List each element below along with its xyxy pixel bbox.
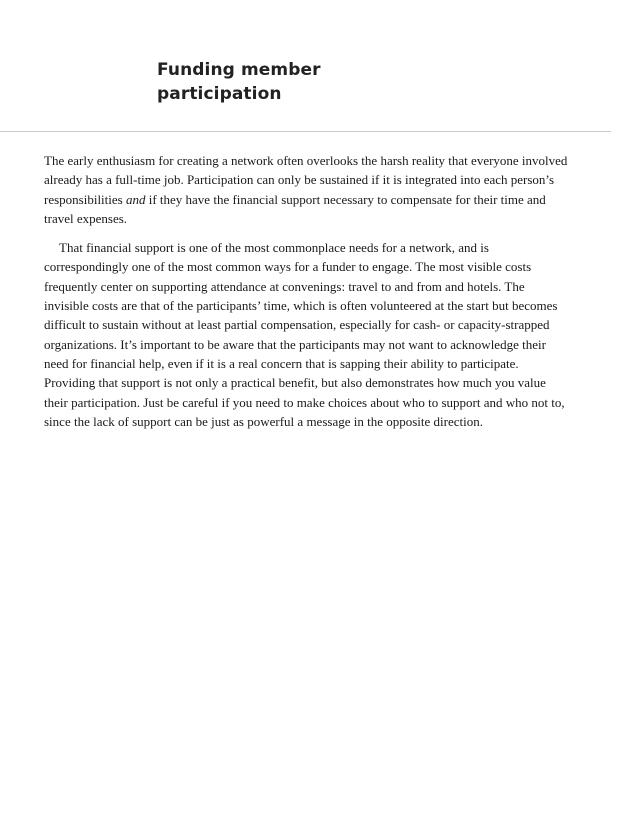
emphasis-text: and — [125, 191, 146, 207]
section-heading — [157, 58, 457, 106]
text-run: responsibilities — [44, 191, 126, 207]
paragraph-2-line: since the lack of support can be just as powerful a message in the opposite direction. — [44, 413, 483, 429]
paragraph-2 — [44, 238, 612, 431]
paragraph-2-line: frequently center on supporting attendance at convenings: travel to and from and hotels. The — [44, 278, 525, 294]
paragraph-2-line: invisible costs are that of the participants’ time, which is often volunteered at the start but becomes — [44, 298, 558, 314]
paragraph-2-line: That financial support is one of the most commonplace needs for a network, and is — [59, 240, 489, 256]
text-run: if they have the financial support necessary to compensate for their time and — [145, 191, 546, 207]
section-heading-line-2: participation — [157, 84, 282, 104]
paragraph-2-line: difficult to sustain without at least partial compensation, especially for cash- or capacity-strapped — [44, 317, 550, 333]
heading-divider — [0, 131, 611, 132]
paragraph-2-line: their participation. Just be careful if you need to make choices about who to support and who not to, — [44, 394, 565, 410]
paragraph-1-line: travel expenses. — [44, 210, 128, 226]
paragraph-1 — [44, 151, 612, 228]
section-heading-line-1: Funding member — [157, 60, 321, 80]
paragraph-1-line — [44, 190, 612, 209]
paragraph-2-line: Providing that support is not only a practical benefit, but also demonstrates how much you value — [44, 375, 546, 391]
paragraph-1-line: The early enthusiasm for creating a network often overlooks the harsh reality that everyone involved — [44, 153, 568, 168]
paragraph-1-line: already has a full-time job. Participation can only be sustained if it is integrated into each person’s — [44, 172, 555, 188]
article-body — [44, 151, 612, 431]
paragraph-2-line: need for financial help, even if it is a real concern that is sapping their ability to participate. — [44, 355, 519, 371]
paragraph-2-line: correspondingly one of the most common ways for a funder to engage. The most visible costs — [44, 259, 532, 275]
paragraph-2-line: organizations. It’s important to be aware that the participants may not want to acknowledge their — [44, 336, 546, 352]
